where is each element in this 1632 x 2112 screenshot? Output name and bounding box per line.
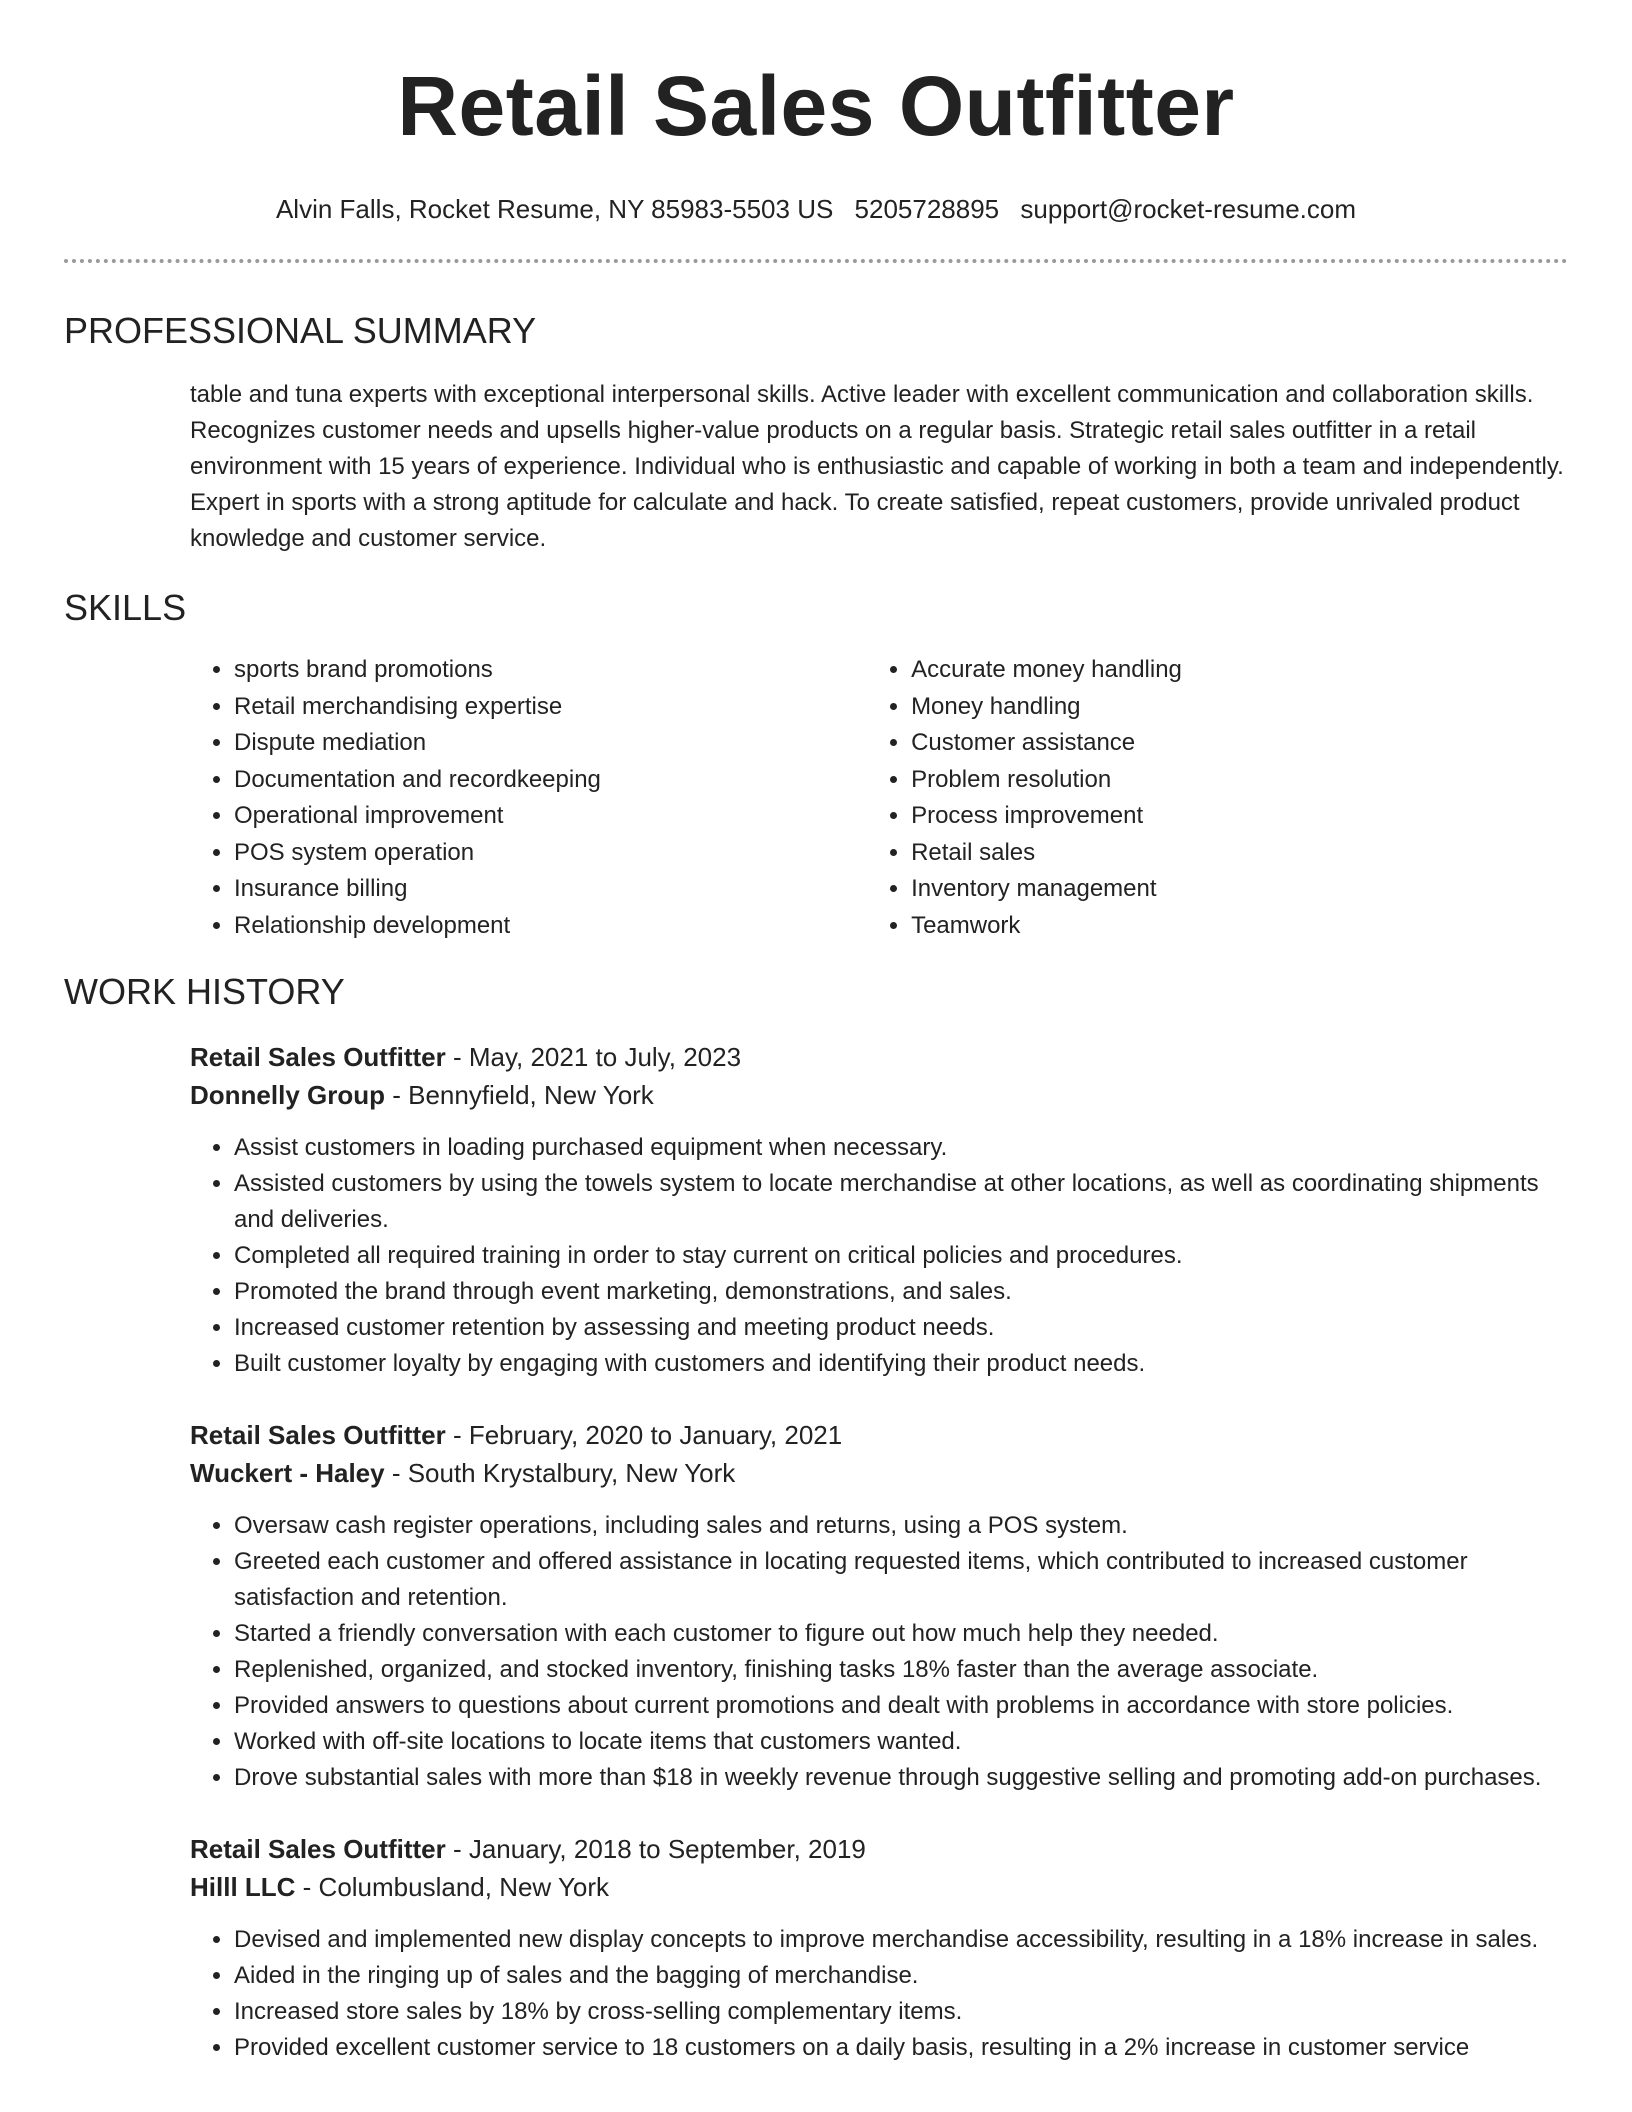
job-location: - Columbusland, New York: [295, 1872, 610, 1902]
skill-item: • Relationship development: [234, 908, 867, 945]
job-bullets: [190, 1922, 1574, 2066]
job-entry: [190, 1416, 1568, 1796]
skills-column-left: [190, 652, 867, 944]
skill-item: • Documentation and recordkeeping: [234, 762, 867, 799]
contact-phone: 5205728895: [854, 194, 1000, 224]
job-bullet: • Built customer loyalty by engaging with customers and identifying their product needs.: [234, 1346, 1574, 1382]
resume-name: Retail Sales Outfitter: [397, 59, 1235, 153]
job-dates: - February, 2020 to January, 2021: [445, 1420, 843, 1450]
job-title-line: [190, 1830, 1568, 1868]
job-bullet: • Replenished, organized, and stocked inventory, finishing tasks 18% faster than the average associate.: [234, 1652, 1574, 1688]
job-company: Donnelly Group: [190, 1080, 385, 1110]
skill-item: • Process improvement: [911, 798, 1568, 835]
job-bullet: • Drove substantial sales with more than $18 in weekly revenue through suggestive selling and promoting add-on purchases.: [234, 1760, 1574, 1796]
job-bullet: • Provided excellent customer service to 18 customers on a daily basis, resulting in a 2% increase in customer service: [234, 2030, 1574, 2066]
job-bullet: • Assisted customers by using the towels system to locate merchandise at other locations, as well as coordinating shipments and deliveries.: [234, 1166, 1574, 1238]
job-company-line: [190, 1868, 1568, 1906]
job-title-line: [190, 1416, 1568, 1454]
job-dates: - May, 2021 to July, 2023: [445, 1042, 742, 1072]
job-company: Wuckert - Haley: [190, 1458, 385, 1488]
contact-line: [64, 192, 1568, 226]
job-entry: [190, 1830, 1568, 2066]
job-bullet: • Increased store sales by 18% by cross-selling complementary items.: [234, 1994, 1574, 2030]
job-title: Retail Sales Outfitter: [190, 1420, 446, 1450]
job-bullet: • Worked with off-site locations to locate items that customers wanted.: [234, 1724, 1574, 1760]
skill-item: • sports brand promotions: [234, 652, 867, 689]
resume-page: [64, 0, 1568, 2066]
skill-item: • Retail sales: [911, 835, 1568, 872]
skill-item: • Problem resolution: [911, 762, 1568, 799]
job-bullet: • Provided answers to questions about current promotions and dealt with problems in accordance with store policies.: [234, 1688, 1574, 1724]
job-bullets: [190, 1508, 1574, 1796]
job-bullet: • Started a friendly conversation with each customer to figure out how much help they needed.: [234, 1616, 1574, 1652]
job-dates: - January, 2018 to September, 2019: [445, 1834, 866, 1864]
header-divider: [64, 259, 1568, 263]
skill-item: • Dispute mediation: [234, 725, 867, 762]
job-bullet: • Completed all required training in order to stay current on critical policies and procedures.: [234, 1238, 1574, 1274]
job-bullets: [190, 1130, 1574, 1382]
job-location: - South Krystalbury, New York: [384, 1458, 736, 1488]
skill-item: • Insurance billing: [234, 871, 867, 908]
job-title: Retail Sales Outfitter: [190, 1042, 446, 1072]
skill-item: • Money handling: [911, 689, 1568, 726]
skill-item: • Retail merchandising expertise: [234, 689, 867, 726]
job-company: Hilll LLC: [190, 1872, 296, 1902]
skill-item: • POS system operation: [234, 835, 867, 872]
job-bullet: • Devised and implemented new display concepts to improve merchandise accessibility, resulting in a 18% increase in sales.: [234, 1922, 1574, 1958]
summary-text: table and tuna experts with exceptional interpersonal skills. Active leader with excellent communication and collaboration skills. Recognizes customer needs and upsells higher-value products on a regular basis. Strategic retail sales outfitter in a retail environment with 15 years of experience. Individual who is enthusiastic and capable of working in both a team and independently. Expert in sports with a strong aptitude for calculate and hack. To create satisfied, repeat customers, provide unrivaled product knowledge and customer service.: [190, 381, 1564, 552]
skills-list: [190, 652, 1568, 944]
job-bullet: • Greeted each customer and offered assistance in locating requested items, which contributed to increased customer satisfaction and retention.: [234, 1544, 1574, 1616]
work-history-heading: WORK HISTORY: [64, 971, 345, 1012]
job-company-line: [190, 1454, 1568, 1492]
job-bullet: • Promoted the brand through event marketing, demonstrations, and sales.: [234, 1274, 1574, 1310]
job-entry: [190, 1038, 1568, 1382]
skill-item: • Customer assistance: [911, 725, 1568, 762]
summary-heading: PROFESSIONAL SUMMARY: [64, 310, 537, 351]
contact-address: Alvin Falls, Rocket Resume, NY 85983-5503 US: [275, 194, 834, 224]
job-title: Retail Sales Outfitter: [190, 1834, 446, 1864]
skill-item: • Teamwork: [911, 908, 1568, 945]
job-bullet: • Assist customers in loading purchased equipment when necessary.: [234, 1130, 1574, 1166]
job-location: - Bennyfield, New York: [385, 1080, 654, 1110]
job-company-line: [190, 1076, 1568, 1114]
job-bullet: • Oversaw cash register operations, including sales and returns, using a POS system.: [234, 1508, 1574, 1544]
skill-item: • Operational improvement: [234, 798, 867, 835]
job-bullet: • Increased customer retention by assessing and meeting product needs.: [234, 1310, 1574, 1346]
job-title-line: [190, 1038, 1568, 1076]
skill-item: • Inventory management: [911, 871, 1568, 908]
skills-column-right: [867, 652, 1568, 944]
skills-heading: SKILLS: [64, 587, 187, 628]
job-bullet: • Aided in the ringing up of sales and the bagging of merchandise.: [234, 1958, 1574, 1994]
contact-email: support@rocket-resume.com: [1020, 194, 1357, 224]
skill-item: • Accurate money handling: [911, 652, 1568, 689]
